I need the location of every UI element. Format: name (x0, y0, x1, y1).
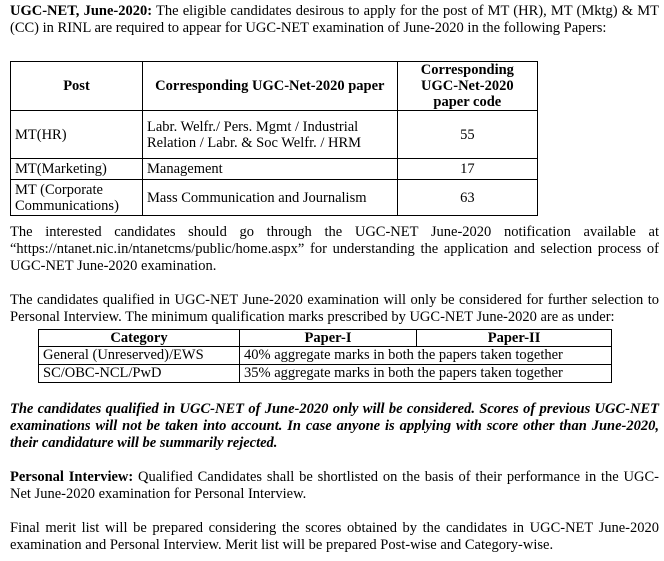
header-category: Category (39, 330, 240, 347)
paper-cell: Mass Communication and Journalism (143, 180, 398, 216)
papers-table (10, 61, 538, 216)
intro-text: The eligible candidates desirous to apply for the post of MT (HR), MT (Mktg) & MT (CC) in RINL are required to appear for UGC-NET examination of June-2020 in the following Papers: (10, 3, 659, 36)
header-post: Post (11, 62, 143, 111)
merit-paragraph: Final merit list will be prepared considering the scores obtained by the candidates in UGC-NET June-2020 examination and Personal Interview. Merit list will be prepared Post-wise and Category-wise. (10, 520, 659, 553)
post-cell: MT(Marketing) (11, 159, 143, 180)
category-cell: SC/OBC-NCL/PwD (39, 365, 240, 383)
post-cell: MT(HR) (11, 111, 143, 159)
marks-table (38, 329, 612, 383)
interview-paragraph (10, 469, 659, 503)
table-row (39, 365, 612, 383)
papers-table-header (11, 62, 538, 111)
code-cell: 17 (397, 159, 537, 180)
table-row (39, 347, 612, 365)
table-row (11, 180, 538, 216)
notification-paragraph: The interested candidates should go through the UGC-NET June-2020 notification available at “https://ntanet.nic.in/ntanetcms/public/home.aspx” for understanding the application and selection process of UGC-NET June-2020 examination. (10, 224, 659, 274)
table-row (11, 111, 538, 159)
header-paper: Corresponding UGC-Net-2020 paper (143, 62, 398, 111)
table-row (11, 159, 538, 180)
intro-lead: UGC-NET, June-2020: (10, 3, 153, 19)
warning-paragraph: The candidates qualified in UGC-NET of June-2020 only will be considered. Scores of previous UGC-NET examinations will not be taken into account. In case anyone is applying with score other than June-2020, their candidature will be summarily rejected. (10, 401, 659, 451)
intro-paragraph (10, 3, 659, 37)
marks-table-header (39, 330, 612, 347)
code-cell: 55 (397, 111, 537, 159)
interview-text: Qualified Candidates shall be shortlisted on the basis of their performance in the UGC-Net June-2020 examination for Personal Interview. (10, 469, 659, 502)
selection-paragraph: The candidates qualified in UGC-NET June-2020 examination will only be considered for further selection to Personal Interview. The minimum qualification marks prescribed by UGC-NET June-2020 are as under: (10, 292, 659, 325)
paper-cell: Management (143, 159, 398, 180)
header-paper-2: Paper-II (417, 330, 612, 347)
paper-cell: Labr. Welfr./ Pers. Mgmt / Industrial Relation / Labr. & Soc Welfr. / HRM (143, 111, 398, 159)
marks-cell: 40% aggregate marks in both the papers taken together (240, 347, 612, 365)
header-code: Corresponding UGC-Net-2020 paper code (397, 62, 537, 111)
post-cell: MT (Corporate Communications) (11, 180, 143, 216)
code-cell: 63 (397, 180, 537, 216)
category-cell: General (Unreserved)/EWS (39, 347, 240, 365)
marks-cell: 35% aggregate marks in both the papers taken together (240, 365, 612, 383)
interview-lead: Personal Interview: (10, 469, 134, 485)
header-paper-1: Paper-I (240, 330, 417, 347)
